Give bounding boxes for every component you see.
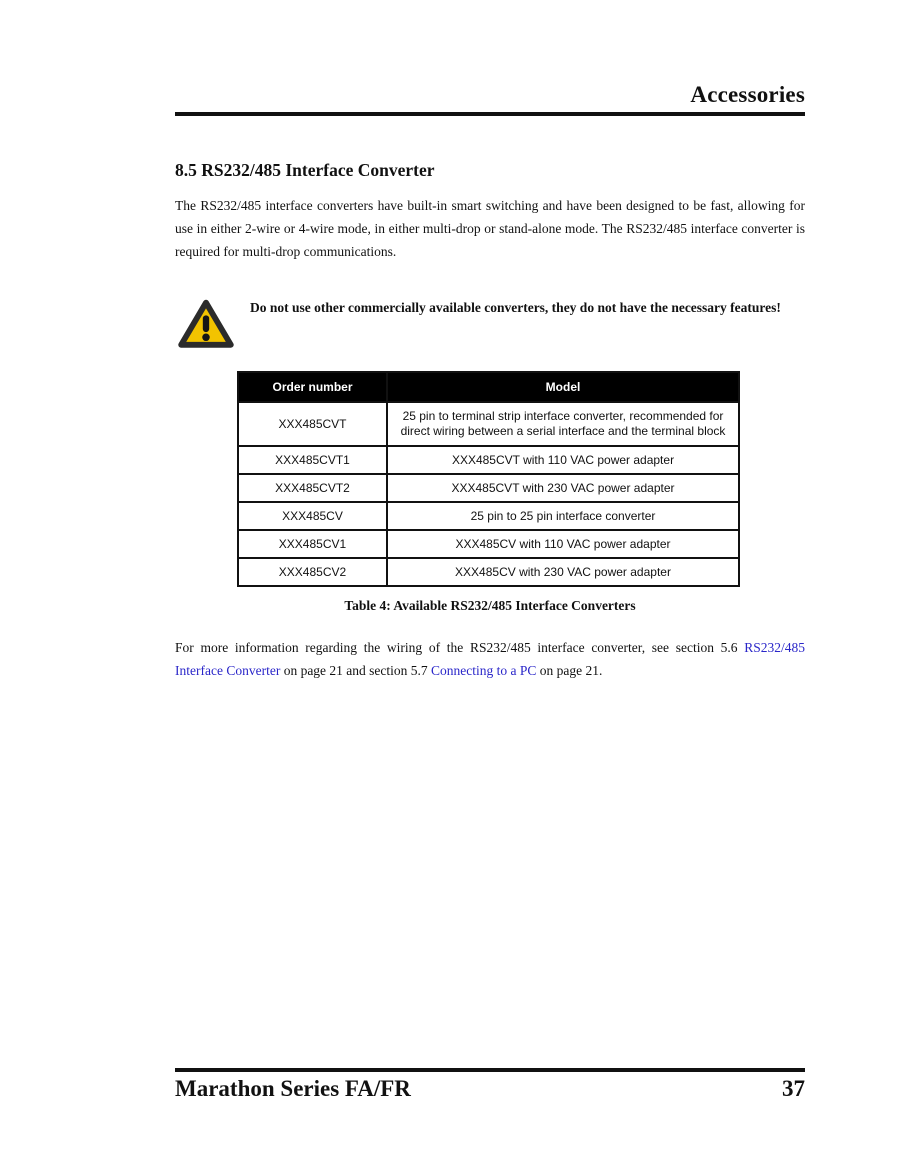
more-info-text: on page 21 and section 5.7 bbox=[280, 663, 432, 678]
footer-page-number: 37 bbox=[782, 1076, 805, 1101]
table-row bbox=[238, 446, 739, 474]
link-rs232-485-interface-converter[interactable]: RS232/485 Interface Converter bbox=[175, 640, 805, 678]
link-connecting-to-a-pc[interactable]: Connecting to a PC bbox=[431, 663, 537, 678]
footer-document-title: Marathon Series FA/FR bbox=[175, 1076, 411, 1101]
order-number-cell: XXX485CVT bbox=[238, 402, 387, 446]
warning-block bbox=[175, 296, 805, 350]
section-heading: 8.5 RS232/485 Interface Converter bbox=[175, 160, 435, 180]
model-cell: XXX485CV with 230 VAC power adapter bbox=[387, 558, 739, 586]
model-cell: 25 pin to 25 pin interface converter bbox=[387, 502, 739, 530]
model-cell: 25 pin to terminal strip interface converter, recommended for direct wiring between a serial interface and the terminal block bbox=[387, 402, 739, 446]
table-row bbox=[238, 474, 739, 502]
order-number-cell: XXX485CVT1 bbox=[238, 446, 387, 474]
column-header-order-number: Order number bbox=[238, 372, 387, 402]
more-info-text: on page 21. bbox=[536, 663, 603, 678]
order-number-cell: XXX485CV1 bbox=[238, 530, 387, 558]
page-footer bbox=[175, 1068, 805, 1102]
model-cell: XXX485CVT with 110 VAC power adapter bbox=[387, 446, 739, 474]
order-number-cell: XXX485CV2 bbox=[238, 558, 387, 586]
table-row bbox=[238, 530, 739, 558]
intro-paragraph: The RS232/485 interface converters have built-in smart switching and have been designed to be fast, allowing for use in either 2-wire or 4-wire mode, in either multi-drop or stand-alone mode. The RS232/485 interface converter is required for multi-drop communications. bbox=[175, 198, 805, 259]
table-row bbox=[238, 502, 739, 530]
order-number-cell: XXX485CVT2 bbox=[238, 474, 387, 502]
running-header-title: Accessories bbox=[175, 82, 805, 116]
order-number-cell: XXX485CV bbox=[238, 502, 387, 530]
converter-table bbox=[237, 371, 740, 587]
warning-triangle-icon bbox=[177, 298, 237, 350]
more-info-text: For more information regarding the wiring of the RS232/485 interface converter, see section 5.6 bbox=[175, 640, 745, 655]
table-header-row bbox=[238, 372, 739, 402]
model-cell: XXX485CVT with 230 VAC power adapter bbox=[387, 474, 739, 502]
warning-text: Do not use other commercially available converters, they do not have the necessary features! bbox=[250, 300, 781, 315]
table-caption: Table 4: Available RS232/485 Interface Converters bbox=[344, 598, 636, 613]
model-cell: XXX485CV with 110 VAC power adapter bbox=[387, 530, 739, 558]
more-info-paragraph bbox=[175, 636, 805, 682]
table-row bbox=[238, 558, 739, 586]
table-row bbox=[238, 402, 739, 446]
column-header-model: Model bbox=[387, 372, 739, 402]
